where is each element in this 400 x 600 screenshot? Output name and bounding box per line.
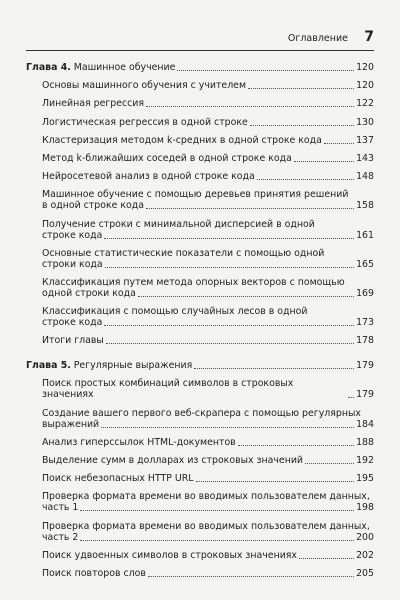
toc-entry-title-line: часть 2	[42, 531, 79, 543]
toc-leader-dots	[146, 208, 354, 209]
toc-page-number: 161	[356, 229, 374, 241]
toc-leader-dots	[324, 143, 354, 144]
toc-entry	[26, 277, 374, 299]
toc-entry	[26, 189, 374, 211]
toc-entry	[26, 117, 374, 128]
toc-chapter-name: Регулярные выражения	[73, 360, 193, 372]
toc-entry	[26, 437, 374, 448]
toc-entry-title: Итоги главы	[42, 335, 104, 347]
toc-leader-dots	[80, 510, 354, 511]
toc-entry-title: Основы машинного обучения с учителем	[42, 80, 247, 92]
toc-leader-dots	[294, 161, 354, 162]
toc-leader-dots	[101, 427, 354, 428]
toc-entry	[26, 153, 374, 164]
toc-page-number: 137	[356, 134, 374, 146]
toc-entry	[26, 80, 374, 91]
toc-entry-last-line	[42, 419, 374, 430]
toc-entry-last-line	[42, 317, 374, 328]
toc-page-number: 205	[356, 567, 374, 579]
toc-page-number: 143	[356, 152, 374, 164]
toc-entry-title-line: в одной строке кода	[42, 200, 144, 212]
toc-entry-title: Поиск повторов слов	[42, 567, 146, 579]
toc-entry	[26, 248, 374, 270]
toc-entry	[26, 550, 374, 561]
toc-leader-dots	[305, 463, 354, 464]
toc-entry-title: Поиск удвоенных символов в строковых значениях	[42, 549, 297, 561]
toc-page-number: 179	[356, 389, 374, 401]
toc-page-number: 165	[356, 258, 374, 270]
toc-entry-title-line: часть 1	[42, 502, 79, 514]
toc-entry-title: Кластеризация методом k-средних в одной строке кода	[42, 134, 322, 146]
toc-chapter-name: Машинное обучение	[73, 62, 176, 73]
toc-entry-title: Метод k-ближайших соседей в одной строке кода	[42, 152, 292, 164]
page-number: 7	[364, 29, 374, 45]
toc-entry-last-line	[42, 200, 374, 211]
toc-leader-dots	[80, 540, 354, 541]
toc-leader-dots	[238, 445, 354, 446]
toc-entry	[26, 335, 374, 346]
toc-page-number: 158	[356, 200, 374, 212]
toc-entry-title-line: Основные статистические показатели с помощью одной	[42, 247, 325, 259]
toc-leader-dots	[257, 179, 354, 180]
toc-entry-last-line	[42, 230, 374, 241]
toc-entry	[26, 135, 374, 146]
toc-entry-last-line	[42, 532, 374, 543]
toc-page-number: 130	[356, 116, 374, 128]
toc-entry-title-line: строке кода	[42, 229, 103, 241]
toc-entry-title: Логистическая регрессия в одной строке	[42, 116, 248, 128]
toc-chapter-number: Глава 5.	[26, 360, 71, 372]
toc-chapter-title	[26, 360, 192, 371]
toc-leader-dots	[299, 558, 354, 559]
toc-entry-last-line	[42, 502, 374, 513]
running-header	[26, 30, 374, 51]
toc-leader-dots	[250, 125, 354, 126]
toc-page-number: 188	[356, 436, 374, 448]
toc-leader-dots	[104, 325, 354, 326]
toc-entry	[26, 455, 374, 466]
toc-page-number: 200	[356, 531, 374, 543]
toc-entry-title: Линейная регрессия	[42, 98, 145, 110]
table-of-contents	[26, 62, 374, 593]
toc-entry-title: Нейросетевой анализ в одной строке кода	[42, 171, 255, 183]
toc-leader-dots	[105, 267, 354, 268]
toc-page-number: 202	[356, 549, 374, 561]
toc-page-number: 120	[356, 62, 374, 73]
toc-entry	[26, 568, 374, 579]
toc-page-number: 148	[356, 171, 374, 183]
toc-entry	[26, 171, 374, 182]
toc-entry-title: Поиск небезопасных HTTP URL	[42, 473, 194, 485]
toc-page-number: 122	[356, 98, 374, 110]
toc-entry	[26, 473, 374, 484]
toc-entry	[26, 378, 374, 400]
toc-page-number: 173	[356, 317, 374, 329]
toc-leader-dots	[348, 397, 354, 398]
toc-leader-dots	[194, 368, 354, 369]
toc-entry	[26, 219, 374, 241]
toc-entry-title: Анализ гиперссылок HTML-документов	[42, 436, 236, 448]
toc-page-number: 198	[356, 502, 374, 514]
toc-entry-title: Поиск простых комбинаций символов в строковых значениях	[42, 378, 294, 401]
toc-leader-dots	[138, 296, 354, 297]
toc-entry-last-line	[42, 288, 374, 299]
running-header-title: Оглавление	[287, 33, 348, 44]
toc-entry	[26, 408, 374, 430]
toc-chapter-number: Глава 4.	[26, 62, 71, 73]
toc-leader-dots	[146, 106, 354, 107]
toc-entry-title-line: строки кода	[42, 258, 103, 270]
toc-chapter	[26, 62, 374, 346]
toc-entry	[26, 491, 374, 513]
toc-leader-dots	[148, 576, 354, 577]
toc-page-number: 195	[356, 473, 374, 485]
toc-page-number: 184	[356, 418, 374, 430]
toc-entry-title-line: Проверка формата времени во вводимых пользователем данных,	[42, 520, 370, 532]
toc-chapter-title	[26, 62, 175, 73]
toc-entry-title: Выделение сумм в долларах из строковых значений	[42, 455, 304, 466]
toc-page-number: 120	[356, 80, 374, 92]
toc-page-number: 192	[356, 455, 374, 466]
toc-entry-title-line: Проверка формата времени во вводимых пользователем данных,	[42, 491, 370, 503]
toc-leader-dots	[248, 88, 354, 89]
toc-chapter-heading	[26, 62, 374, 73]
toc-chapter-heading	[26, 360, 374, 371]
toc-entry-title-line: Классификация с помощью случайных лесов в одной	[42, 306, 308, 318]
toc-entry-title-line: одной строки кода	[42, 287, 136, 299]
toc-entry-title-line: Классификация путем метода опорных векторов с помощью	[42, 276, 345, 288]
toc-entry-title-line: Машинное обучение с помощью деревьев принятия решений	[42, 189, 349, 201]
toc-entry-title-line: выражений	[42, 418, 100, 430]
toc-page-number: 179	[356, 360, 374, 372]
toc-leader-dots	[106, 343, 354, 344]
toc-leader-dots	[177, 70, 354, 71]
toc-entry-title-line: строке кода	[42, 317, 103, 329]
toc-leader-dots	[196, 481, 355, 482]
toc-leader-dots	[104, 238, 354, 239]
toc-page-number: 178	[356, 335, 374, 347]
toc-entry-title-line: Создание вашего первого веб-скрапера с помощью регулярных	[42, 407, 361, 419]
toc-entry-title-line: Получение строки с минимальной дисперсией в одной	[42, 218, 315, 230]
toc-entry	[26, 98, 374, 109]
toc-entry	[26, 521, 374, 543]
toc-chapter	[26, 360, 374, 579]
toc-page-number: 169	[356, 287, 374, 299]
toc-entry	[26, 306, 374, 328]
toc-entry-last-line	[42, 259, 374, 270]
